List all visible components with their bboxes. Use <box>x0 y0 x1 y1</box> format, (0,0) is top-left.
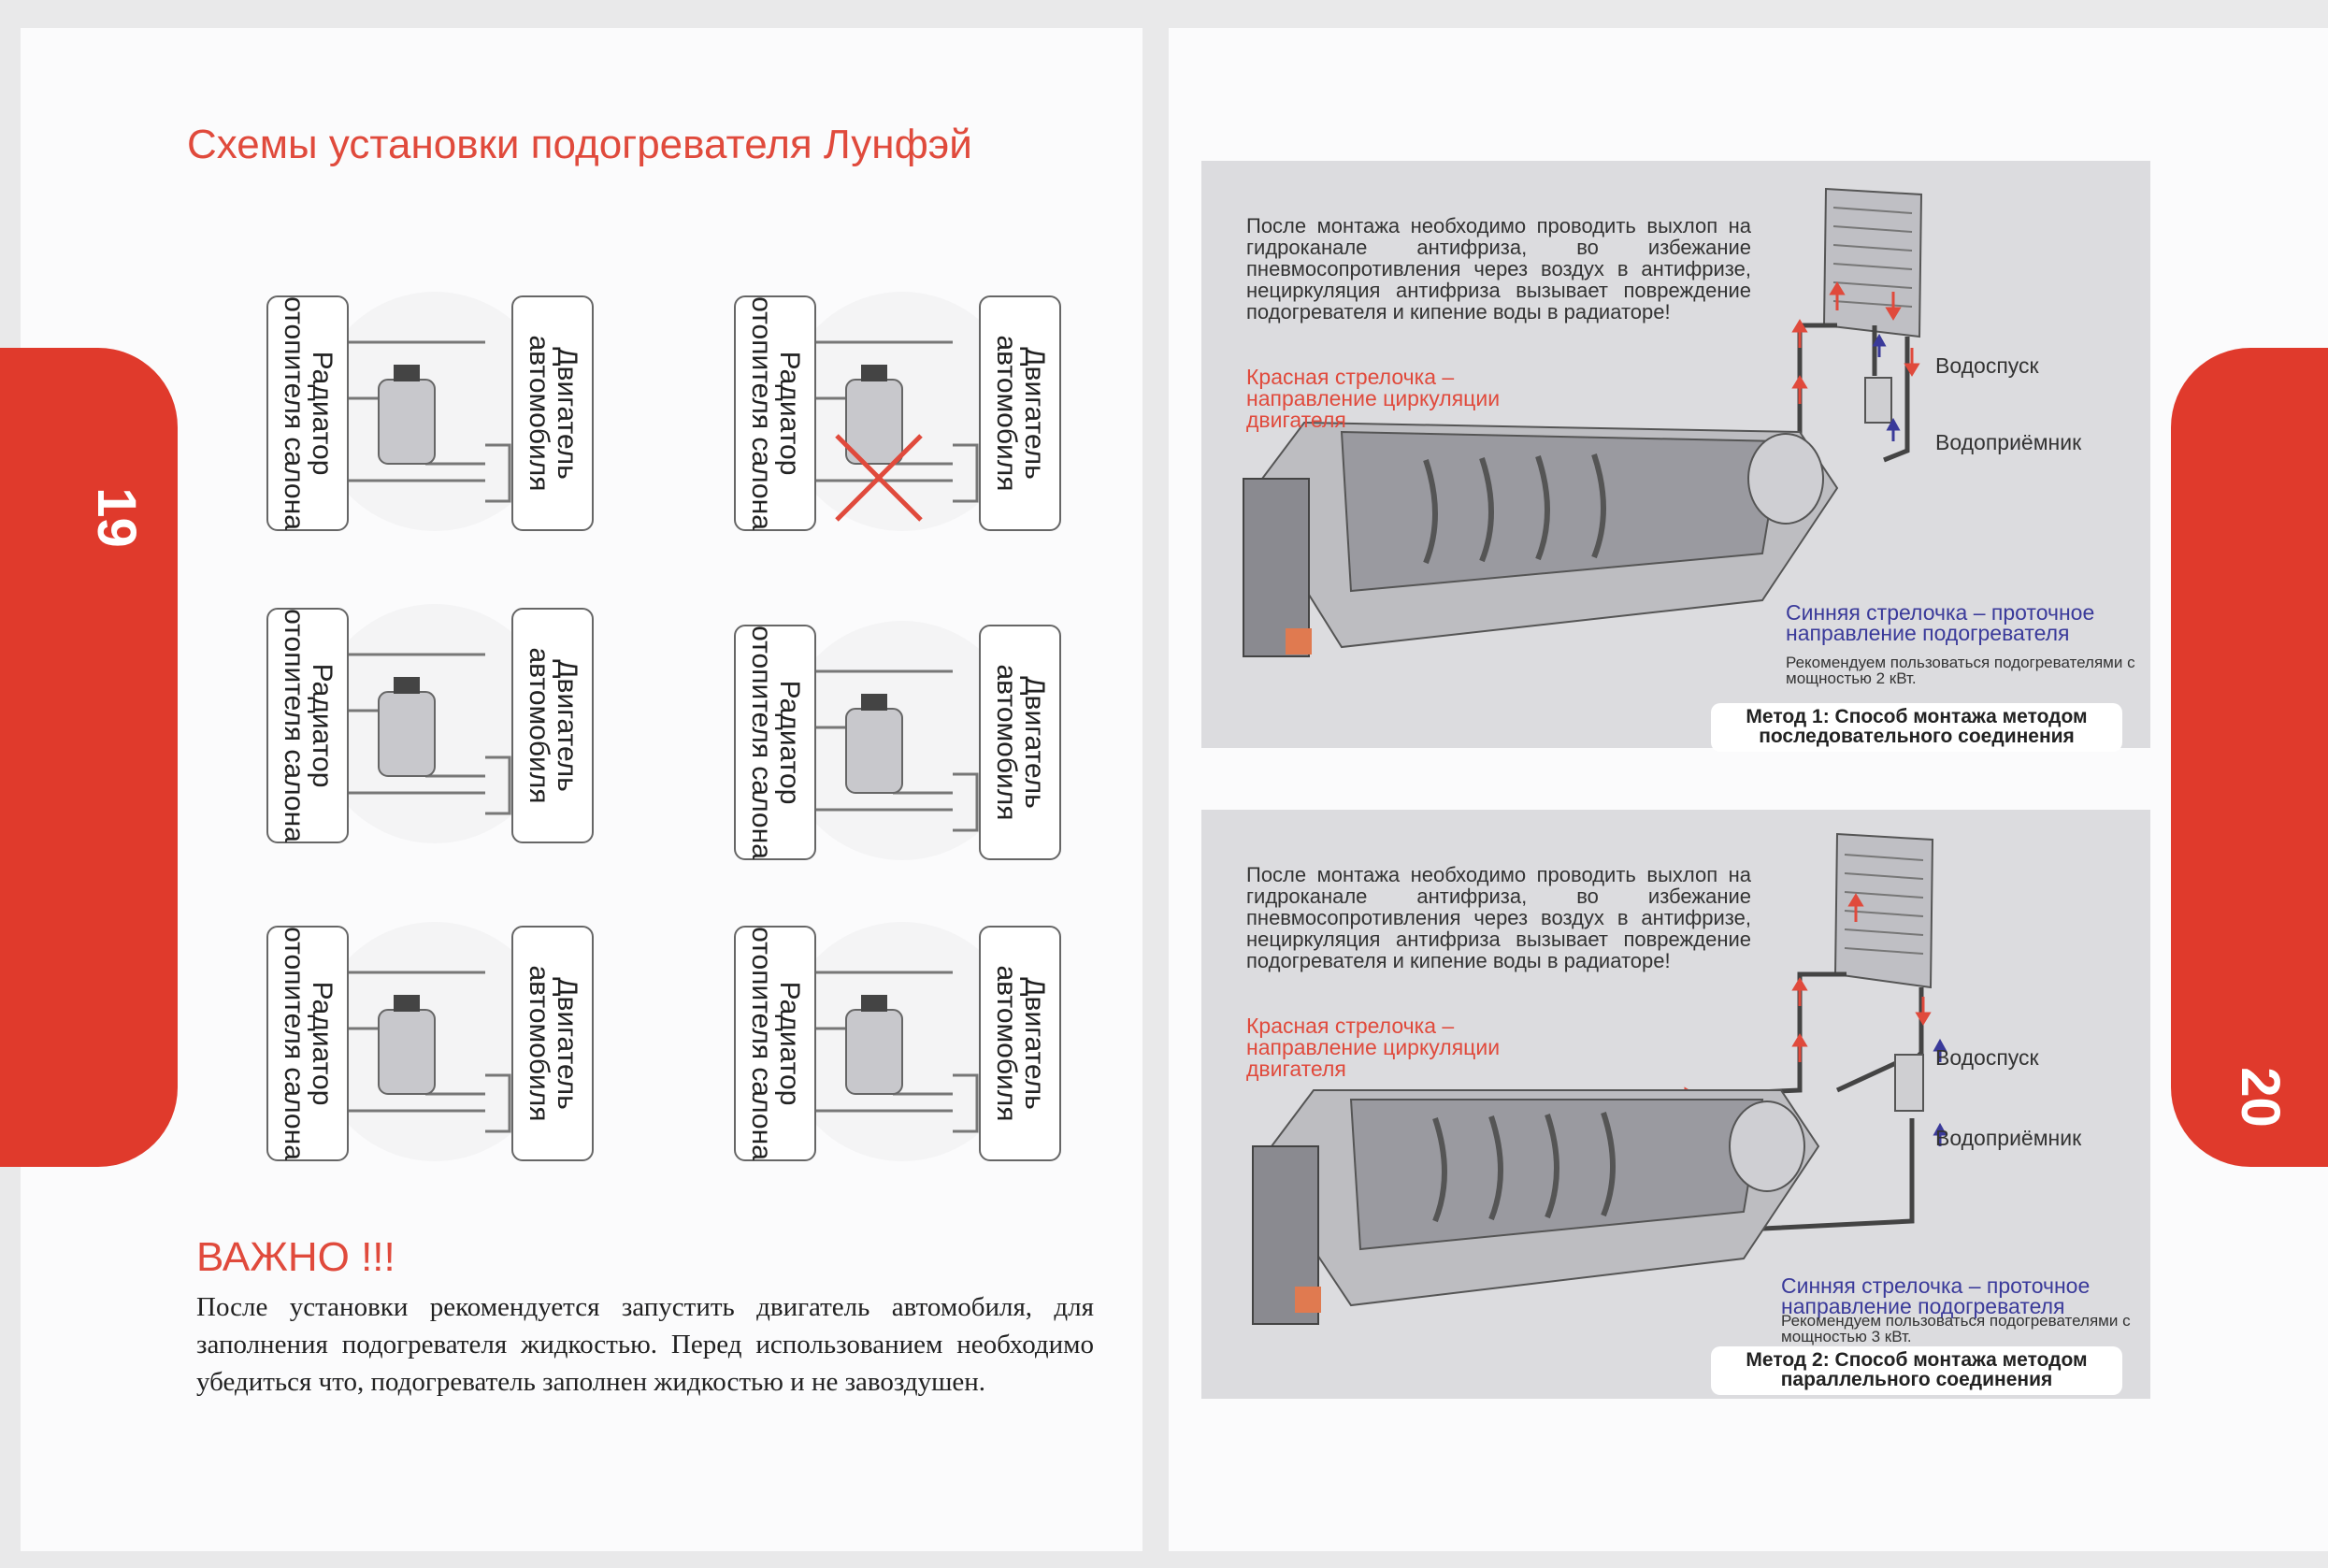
method2-blue-label: Синняя стрелочка – проточное направление подогревателя <box>1781 1273 2091 1318</box>
method2-title: Метод 2: Способ монтажа методом параллельного соединения <box>1711 1346 2122 1395</box>
warning-title: ВАЖНО !!! <box>196 1234 395 1280</box>
engine-label-box <box>979 625 1061 860</box>
method1-blue-label: Синняя стрелочка – проточное направление подогревателя <box>1786 600 2095 645</box>
radiator-label-box <box>266 608 349 843</box>
heater-icon <box>846 995 902 1094</box>
engine-label: Двигатель автомобиля <box>524 647 582 804</box>
radiator-label-box <box>734 926 816 1161</box>
engine-label: Двигатель автомобиля <box>991 965 1050 1122</box>
method2-note: После монтажа необходимо проводить выхлоп на гидроканале антифриза, во избежание пневмосопротивления через воздух в антифризе, нециркуляция антифриза вызывает повреждение подогревателя и кипение воды в радиаторе! <box>1246 863 1751 972</box>
engine-label-box <box>511 926 594 1161</box>
right-page-tab <box>2171 348 2328 1167</box>
install-diagram <box>266 598 603 849</box>
engine-icon <box>1243 423 1837 656</box>
engine-icon <box>1253 1090 1818 1324</box>
method1-recommend: Рекомендуем пользоваться подогревателями с мощностью 2 кВт. <box>1786 654 2135 687</box>
radiator-label: Радиатор отопителя салона <box>746 927 805 1160</box>
method2-drain-label: Водоспуск <box>1935 1045 2039 1070</box>
radiator-icon <box>1824 189 1921 337</box>
radiator-label: Радиатор отопителя салона <box>746 296 805 530</box>
engine-label: Двигатель автомобиля <box>991 335 1050 492</box>
radiator-label: Радиатор отопителя салона <box>746 626 805 859</box>
method1-panel <box>1201 161 2150 748</box>
radiator-label: Радиатор отопителя салона <box>279 609 338 842</box>
engine-label-box <box>511 608 594 843</box>
heater-icon <box>379 365 435 464</box>
engine-label: Двигатель автомобиля <box>524 965 582 1122</box>
method1-drain-label: Водоспуск <box>1935 353 2039 378</box>
install-diagram <box>734 286 1071 537</box>
page-number-right: 20 <box>2230 1067 2292 1128</box>
heater-icon <box>1865 378 1891 423</box>
heater-icon <box>379 995 435 1094</box>
radiator-label-box <box>734 625 816 860</box>
radiator-label-box <box>266 295 349 531</box>
radiator-label: Радиатор отопителя салона <box>279 927 338 1160</box>
heater-icon <box>379 677 435 776</box>
engine-label: Двигатель автомобиля <box>991 664 1050 821</box>
left-page-tab <box>0 348 178 1167</box>
heater-icon <box>846 365 902 464</box>
engine-label: Двигатель автомобиля <box>524 335 582 492</box>
method1-intake-label: Водоприёмник <box>1935 430 2082 454</box>
method2-recommend: Рекомендуем пользоваться подогревателями с мощностью 3 кВт. <box>1781 1312 2131 1345</box>
method1-title: Метод 1: Способ монтажа методом последовательного соединения <box>1711 703 2122 752</box>
method2-panel <box>1201 810 2150 1399</box>
page-title: Схемы установки подогревателя Лунфэй <box>187 122 972 167</box>
method1-note: После монтажа необходимо проводить выхлоп на гидроканале антифриза, во избежание пневмосопротивления через воздух в антифризе, нециркуляция антифриза вызывает повреждение подогревателя и кипение воды в радиаторе! <box>1246 214 1751 324</box>
page-number-left: 19 <box>85 487 147 548</box>
engine-label-box <box>511 295 594 531</box>
radiator-label-box <box>734 295 816 531</box>
method2-intake-label: Водоприёмник <box>1935 1126 2082 1150</box>
heater-icon <box>1895 1055 1923 1111</box>
install-diagram <box>734 615 1071 866</box>
radiator-icon <box>1835 834 1933 987</box>
install-diagram <box>734 916 1071 1167</box>
method2-red-label: Красная стрелочка – направление циркуляции двигателя <box>1246 1014 1501 1081</box>
heater-icon <box>846 694 902 793</box>
radiator-label-box <box>266 926 349 1161</box>
engine-label-box <box>979 295 1061 531</box>
warning-text: После установки рекомендуется запустить двигатель автомобиля, для заполнения подогревателя жидкостью. Перед использованием необходимо убедиться что, подогреватель заполнен жидкостью и не завоздушен. <box>196 1292 1094 1397</box>
radiator-label: Радиатор отопителя салона <box>279 296 338 530</box>
install-diagram <box>266 286 603 537</box>
method1-red-label: Красная стрелочка – направление циркуляции двигателя <box>1246 365 1501 432</box>
engine-label-box <box>979 926 1061 1161</box>
install-diagram <box>266 916 603 1167</box>
